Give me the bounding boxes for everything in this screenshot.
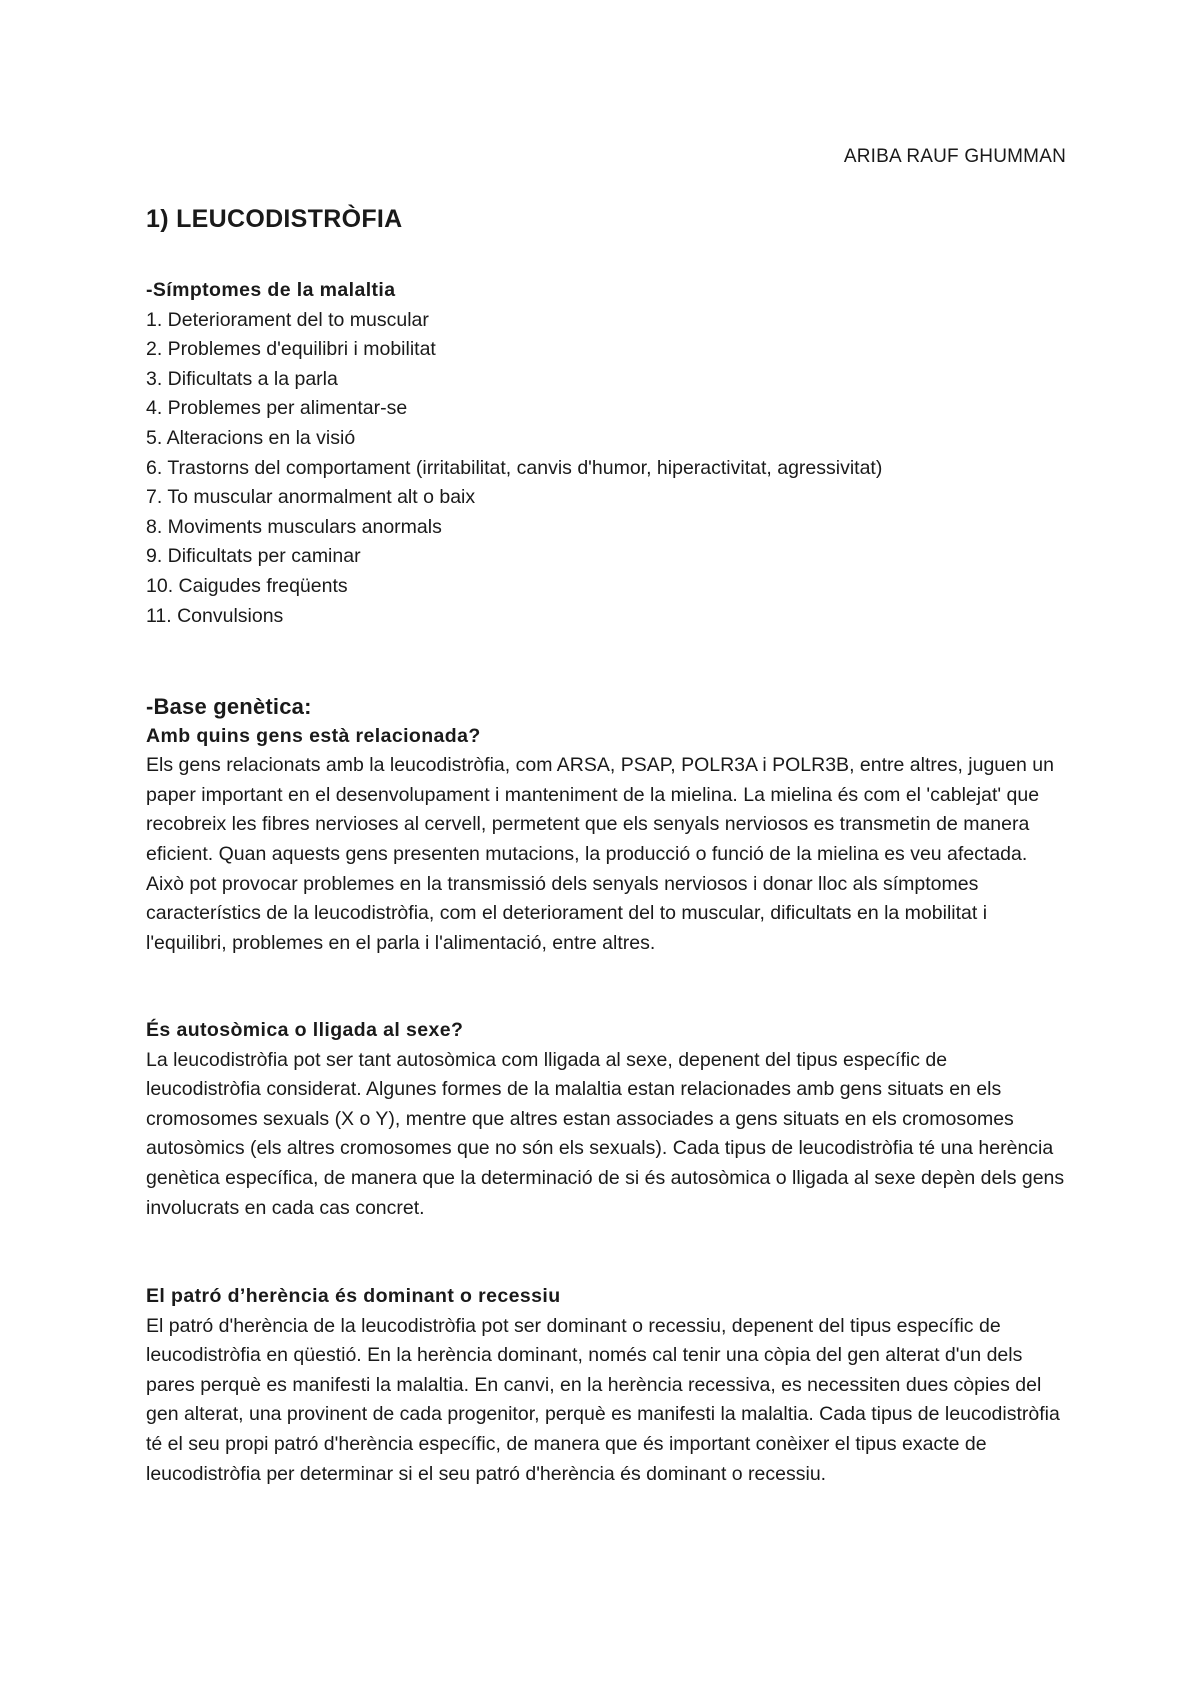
list-item: 8. Moviments musculars anormals [146, 515, 442, 538]
list-item: 2. Problemes d'equilibri i mobilitat [146, 338, 436, 361]
list-item: 10. Caigudes freqüents [146, 574, 348, 597]
genetics-section [146, 692, 1066, 958]
answer-dominance: El patró d'herència de la leucodistròfia pot ser dominant o recessiu, depenent del tipus específic de leucodistròfia en qüestió. En la herència dominant, només cal tenir una còpia del gen alterat d'un dels pares perquè es manifesti la malaltia. En canvi, en la herència recessiva, es necessiten dues còpies del gen alterat, una provinent de cada progenitor, perquè es manifesti la malaltia. Cada tipus de leucodistròfia té el seu propi patró d'herència específic, de manera que és important conèixer el tipus exacte de leucodistròfia per determinar si el seu patró d'herència és dominant o recessiu. [146, 1314, 1060, 1485]
question-genes: Amb quins gens està relacionada? [146, 724, 481, 747]
list-item: 6. Trastorns del comportament (irritabilitat, canvis d'humor, hiperactivitat, agressivitat) [146, 456, 883, 479]
list-item: 1. Deteriorament del to muscular [146, 308, 429, 331]
list-item: 4. Problemes per alimentar-se [146, 397, 408, 420]
symptoms-heading: -Símptomes de la malaltia [146, 279, 396, 301]
list-item: 5. Alteracions en la visió [146, 426, 356, 449]
question-autosomal: És autosòmica o lligada al sexe? [146, 1019, 464, 1041]
answer-autosomal: La leucodistròfia pot ser tant autosòmica com lligada al sexe, depenent del tipus específic de leucodistròfia considerat. Algunes formes de la malaltia estan relacionades amb gens situats en els cromosomes sexuals (X o Y), mentre que altres estan associades a gens situats en els cromosomes autosòmics (els altres cromosomes que no són els sexuals). Cada tipus de leucodistròfia té una herència genètica específica, de manera que la determinació de si és autosòmica o lligada al sexe depèn dels gens involucrats en cada cas concret. [146, 1048, 1065, 1219]
genetics-heading: -Base genètica: [146, 694, 312, 719]
question-dominance: El patró d’herència és dominant o recessiu [146, 1285, 561, 1307]
answer-genes: Els gens relacionats amb la leucodistròfia, com ARSA, PSAP, POLR3A i POLR3B, entre altres, juguen un paper important en el desenvolupament i manteniment de la mielina. La mielina és com el 'cablejat' que recobreix les fibres nervioses al cervell, permetent que els senyals nerviosos es transmetin de manera eficient. Quan aquests gens presenten mutacions, la producció o funció de la mielina es veu afectada. Això pot provocar problemes en la transmissió dels senyals nerviosos i donar lloc als símptomes característics de la leucodistròfia, com el deteriorament del to muscular, dificultats en la mobilitat i l'equilibri, problemes en el parla i l'alimentació, entre altres. [146, 754, 1054, 954]
author-name: ARIBA RAUF GHUMMAN [843, 146, 1066, 167]
symptoms-list [146, 306, 1066, 632]
inheritance-pattern-section [146, 1282, 1066, 1489]
page-title: 1) LEUCODISTRÒFIA [146, 205, 403, 233]
list-item: 7. To muscular anormalment alt o baix [146, 486, 476, 509]
symptoms-section [146, 276, 1066, 631]
list-item: 9. Dificultats per caminar [146, 545, 361, 568]
list-item: 3. Dificultats a la parla [146, 367, 338, 390]
inheritance-type-section [146, 1016, 1066, 1223]
list-item: 11. Convulsions [146, 604, 284, 627]
